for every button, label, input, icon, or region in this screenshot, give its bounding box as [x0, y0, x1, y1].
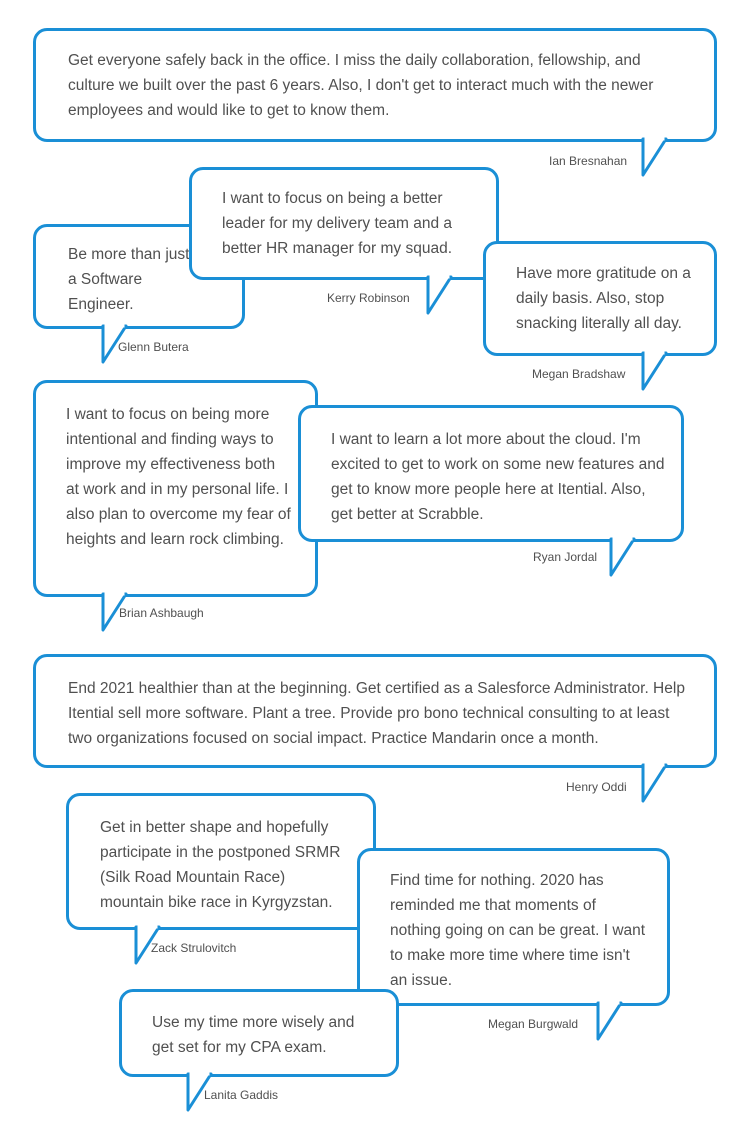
speech-tail-icon [641, 139, 669, 179]
speech-tail-icon [596, 1003, 624, 1043]
note-author: Brian Ashbaugh [119, 606, 204, 620]
note-text: I want to focus on being more intentional and finding ways to improve my effectiveness both at work and in my personal life. I also plan to overcome my fear of heights and learn rock climbing. [66, 406, 291, 548]
note-bubble-ryan-jordal [298, 405, 684, 542]
note-author: Henry Oddi [566, 780, 627, 794]
note-author: Glenn Butera [118, 340, 189, 354]
note-text: Be more than just a Software Engineer. [68, 246, 190, 313]
speech-tail-icon [641, 353, 669, 393]
note-bubble-megan-burgwald [357, 848, 670, 1006]
note-text: Have more gratitude on a daily basis. Also, stop snacking literally all day. [516, 265, 691, 332]
note-text: Get in better shape and hopefully participate in the postponed SRMR (Silk Road Mountain Race) mountain bike race in Kyrgyzstan. [100, 819, 341, 911]
note-bubble-henry-oddi [33, 654, 717, 768]
note-bubble-megan-bradshaw [483, 241, 717, 356]
speech-tail-icon [426, 277, 454, 317]
note-author: Zack Strulovitch [151, 941, 237, 955]
speech-tail-icon [609, 539, 637, 579]
note-text: End 2021 healthier than at the beginning. Get certified as a Salesforce Administrator. Help Itential sell more software. Plant a tree. Provide pro bono technical consulting to at least two organizations focused on social impact. Practice Mandarin once a month. [68, 680, 685, 747]
note-bubble-zack-strulovitch [66, 793, 376, 930]
note-author: Lanita Gaddis [204, 1088, 279, 1102]
note-bubble-kerry-robinson [189, 167, 499, 280]
note-bubble-ian-bresnahan [33, 28, 717, 142]
note-text: Get everyone safely back in the office. I miss the daily collaboration, fellowship, and culture we built over the past 6 years. Also, I don't get to interact much with the newer employees and would like to get to know them. [68, 52, 654, 119]
note-text: I want to learn a lot more about the cloud. I'm excited to get to work on some new features and get to know more people here at Itential. Also, get better at Scrabble. [331, 431, 665, 523]
note-text: Use my time more wisely and get set for my CPA exam. [152, 1014, 355, 1056]
note-text: I want to focus on being a better leader for my delivery team and a better HR manager for my squad. [222, 190, 453, 257]
note-bubble-lanita-gaddis [119, 989, 399, 1077]
note-author: Megan Bradshaw [532, 367, 626, 381]
note-author: Ian Bresnahan [549, 154, 628, 168]
note-author: Kerry Robinson [327, 291, 410, 305]
note-bubble-brian-ashbaugh [33, 380, 318, 597]
note-text: Find time for nothing. 2020 has reminded me that moments of nothing going on can be great. I want to make more time where time isn't an issue. [390, 872, 646, 989]
note-author: Megan Burgwald [488, 1017, 579, 1031]
speech-tail-icon [641, 765, 669, 805]
note-author: Ryan Jordal [533, 550, 598, 564]
